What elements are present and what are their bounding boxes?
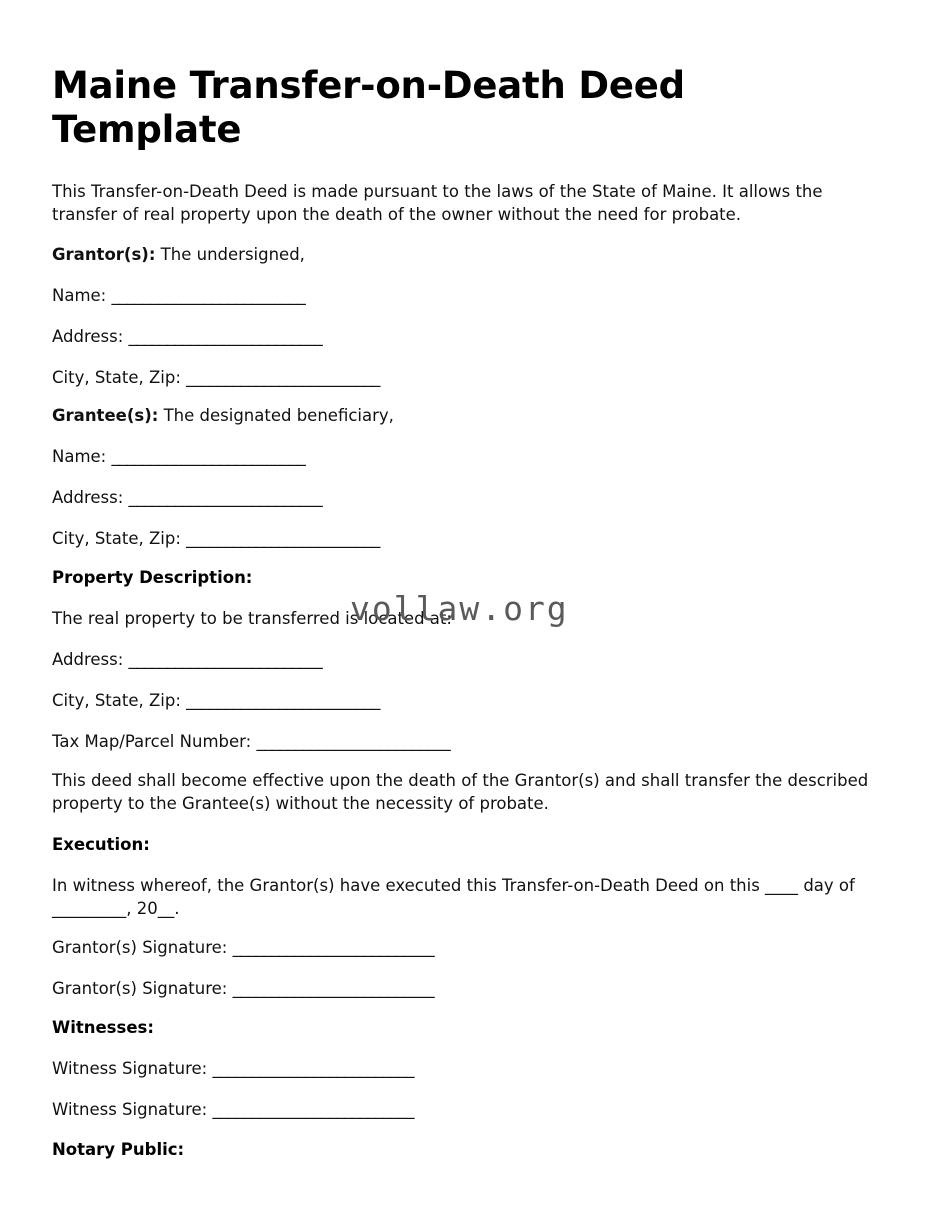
property-taxparcel-label: Tax Map/Parcel Number: <box>52 732 252 751</box>
property-address-blank[interactable]: _________________________ <box>128 650 323 669</box>
witness-signature-blank-2[interactable]: __________________________ <box>212 1100 414 1119</box>
grantee-heading <box>52 404 394 427</box>
execution-heading: Execution: <box>52 835 150 854</box>
execution-statement-line2: day of _________, 20__. <box>52 876 855 918</box>
grantor-name-field <box>52 284 305 307</box>
grantor-name-label: Name: <box>52 286 107 305</box>
grantee-heading-rest: The designated beneficiary, <box>158 406 394 425</box>
grantee-heading-bold: Grantee(s): <box>52 406 159 425</box>
grantee-citystatezip-blank[interactable]: _________________________ <box>186 529 380 548</box>
grantor-signature-label-2: Grantor(s) Signature: <box>52 979 228 998</box>
grantee-name-label: Name: <box>52 447 107 466</box>
grantee-address-label: Address: <box>52 488 124 507</box>
witness-signature-field-1 <box>52 1057 414 1080</box>
grantor-citystatezip-blank[interactable]: _________________________ <box>186 368 380 387</box>
property-citystatezip-label: City, State, Zip: <box>52 691 181 710</box>
grantor-name-blank[interactable]: _________________________ <box>111 286 306 305</box>
witness-signature-label-2: Witness Signature: <box>52 1100 208 1119</box>
grantee-name-blank[interactable]: _________________________ <box>111 447 306 466</box>
property-citystatezip-blank[interactable]: _________________________ <box>186 691 380 710</box>
grantee-address-field <box>52 486 322 509</box>
grantor-signature-blank-1[interactable]: __________________________ <box>232 938 435 957</box>
grantee-name-field <box>52 445 305 468</box>
property-lead-text: The real property to be transferred is located at: <box>52 609 452 628</box>
effective-clause-paragraph: This deed shall become effective upon the death of the Grantor(s) and shall transfer the described property to the Grantee(s) without the necessity of probate. <box>52 771 869 813</box>
grantor-heading-bold: Grantor(s): <box>52 245 156 264</box>
property-address-label: Address: <box>52 650 124 669</box>
grantor-citystatezip-label: City, State, Zip: <box>52 368 181 387</box>
grantee-citystatezip-label: City, State, Zip: <box>52 529 181 548</box>
grantor-heading-rest: The undersigned, <box>155 245 305 264</box>
notary-public-heading: Notary Public: <box>52 1140 185 1159</box>
property-taxparcel-field <box>52 730 450 753</box>
grantor-citystatezip-field <box>52 366 380 389</box>
grantee-address-blank[interactable]: _________________________ <box>128 488 323 507</box>
grantee-citystatezip-field <box>52 527 380 550</box>
grantor-address-label: Address: <box>52 327 124 346</box>
property-description-heading: Property Description: <box>52 568 253 587</box>
witness-signature-field-2 <box>52 1098 414 1121</box>
intro-paragraph: This Transfer-on-Death Deed is made pursuant to the laws of the State of Maine. It allows the transfer of real property upon the death of the owner without the need for probate. <box>52 182 823 224</box>
grantor-address-field <box>52 325 322 348</box>
grantor-signature-field-1 <box>52 936 434 959</box>
grantor-address-blank[interactable]: _________________________ <box>128 327 323 346</box>
witness-signature-blank-1[interactable]: __________________________ <box>212 1059 414 1078</box>
execution-statement <box>52 874 890 920</box>
property-address-field <box>52 648 322 671</box>
witnesses-heading: Witnesses: <box>52 1018 154 1037</box>
property-citystatezip-field <box>52 689 380 712</box>
property-taxparcel-blank[interactable]: _________________________ <box>256 732 451 751</box>
execution-statement-line1: In witness whereof, the Grantor(s) have executed this Transfer-on-Death Deed on this ____ <box>52 876 799 895</box>
watermark-vollaw: vollaw.org <box>350 589 569 628</box>
grantor-signature-blank-2[interactable]: __________________________ <box>232 979 435 998</box>
grantor-heading <box>52 243 305 266</box>
grantor-signature-label-1: Grantor(s) Signature: <box>52 938 228 957</box>
witness-signature-label-1: Witness Signature: <box>52 1059 208 1078</box>
grantor-signature-field-2 <box>52 977 434 1000</box>
page-title: Maine Transfer-on-Death Deed Template <box>52 64 685 151</box>
